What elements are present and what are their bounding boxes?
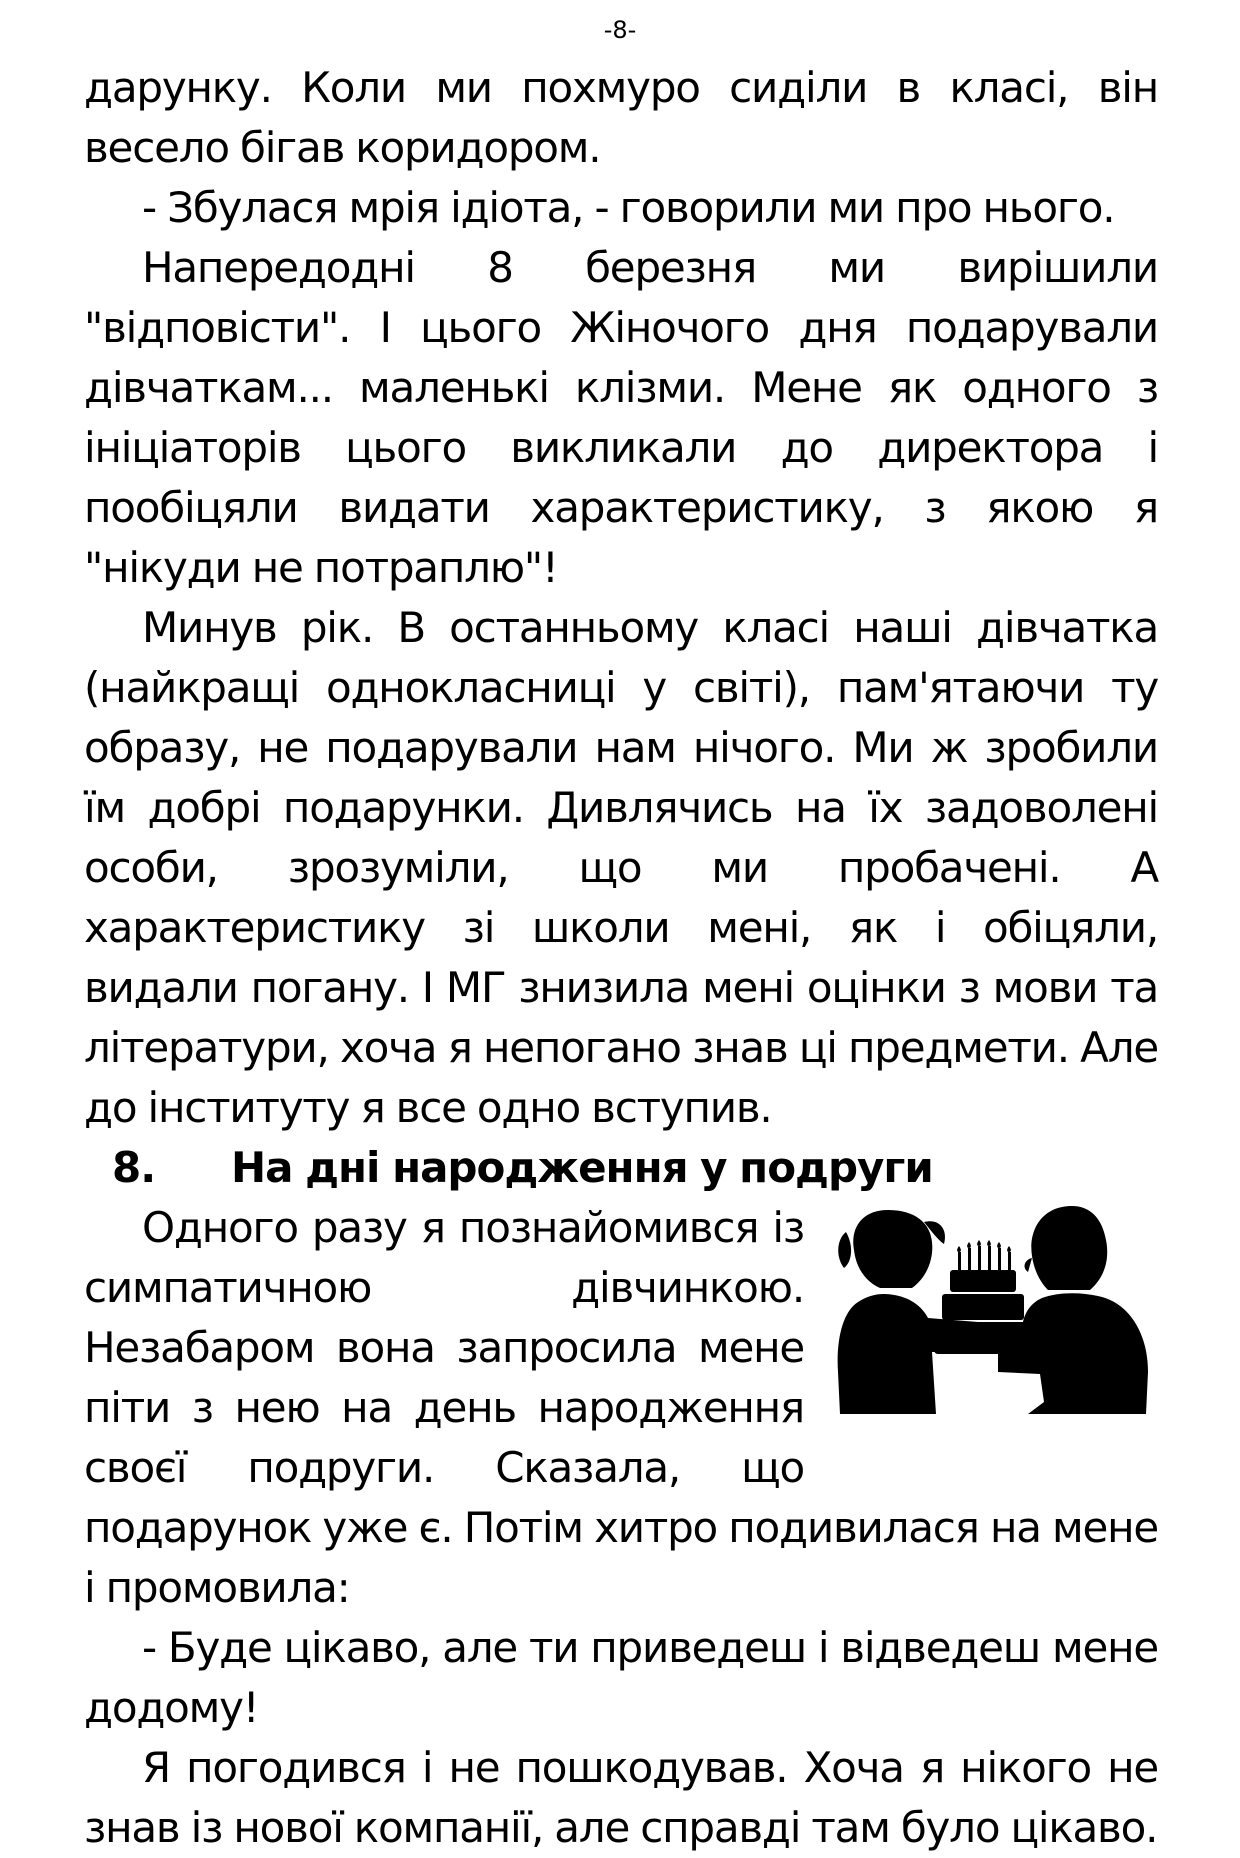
paragraph-6: - Буде цікаво, але ти приведеш і відведеш мене додому! bbox=[84, 1623, 1158, 1732]
paragraph-1: дарунку. Коли ми похмуро сиділи в класі, він весело бігав коридором. bbox=[84, 63, 1158, 172]
section-number: 8. bbox=[112, 1143, 156, 1192]
paragraph-5: Одного разу я познайомився із симпатичною дівчинкою. Незабаром вона запросила мене піти з нею на день народження своєї подруги. Сказала, що подарунок уже є. Потім хитро подивилася на мене і промовила: bbox=[84, 1203, 1158, 1612]
page-body bbox=[84, 58, 1158, 1858]
section-heading bbox=[84, 1138, 1158, 1198]
paragraph-4: Минув рік. В останньому класі наші дівчатка (найкращі однокласниці у світі), пам'ятаючи ту образу, не подарували нам нічого. Ми ж зробили їм добрі подарунки. Дивлячись на їх задоволені особи, зрозуміли, що ми пробачені. А характеристику зі школи мені, як і обіцяли, видали погану. І МГ знизила мені оцінки з мови та літератури, хоча я непогано знав ці предмети. Але до інституту я все одно вступив. bbox=[84, 603, 1158, 1132]
section-title: На дні народження у подруги bbox=[231, 1143, 933, 1192]
birthday-cake-silhouette-icon bbox=[828, 1202, 1158, 1442]
paragraph-2: - Збулася мрія ідіота, - говорили ми про нього. bbox=[142, 183, 1115, 232]
birthday-illustration bbox=[828, 1202, 1158, 1442]
paragraph-7: Я погодився і не пошкодував. Хоча я нікого не знав із нової компанії, але справді там було цікаво. bbox=[84, 1743, 1158, 1852]
page-number: -8- bbox=[603, 16, 637, 44]
paragraph-3: Напередодні 8 березня ми вирішили "відповісти". І цього Жіночого дня подарували дівчаткам... маленькі клізми. Мене як одного з ініціаторів цього викликали до директора і пообіцяли видати характеристику, з якою я "нікуди не потраплю"! bbox=[84, 243, 1158, 592]
